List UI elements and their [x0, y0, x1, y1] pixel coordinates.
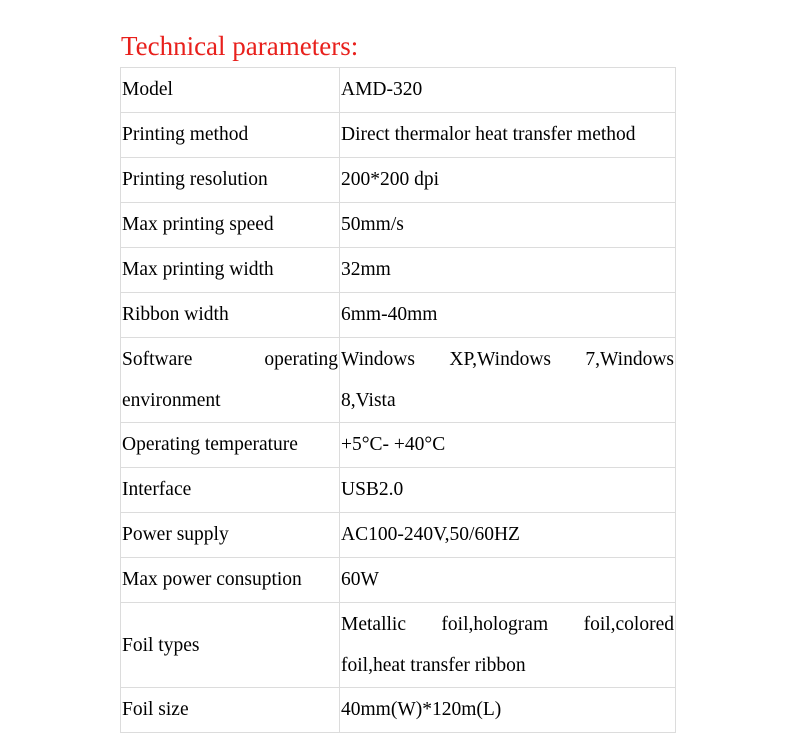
- param-value: 50mm/s: [340, 203, 676, 248]
- param-value: AC100-240V,50/60HZ: [340, 513, 676, 558]
- param-name: Foil size: [121, 688, 340, 733]
- param-value: AMD-320: [340, 68, 676, 113]
- table-row: [121, 158, 676, 203]
- table-row: [121, 423, 676, 468]
- param-value: Windows XP,Windows 7,Windows 8,Vista: [340, 338, 676, 423]
- table-row: [121, 513, 676, 558]
- table-row: [121, 293, 676, 338]
- param-name: Max printing speed: [121, 203, 340, 248]
- technical-parameters-table: [120, 67, 676, 733]
- param-value: 40mm(W)*120m(L): [340, 688, 676, 733]
- table-row: [121, 68, 676, 113]
- table-row: [121, 113, 676, 158]
- param-name: Printing resolution: [121, 158, 340, 203]
- table-row: [121, 338, 676, 423]
- table-row: [121, 603, 676, 688]
- param-value: 200*200 dpi: [340, 158, 676, 203]
- param-name: Model: [121, 68, 340, 113]
- param-value: 6mm-40mm: [340, 293, 676, 338]
- param-value: Metallic foil,hologram foil,colored foil,heat transfer ribbon: [340, 603, 676, 688]
- table-row: [121, 558, 676, 603]
- param-name: Operating temperature: [121, 423, 340, 468]
- param-name: Max printing width: [121, 248, 340, 293]
- param-name: Max power consuption: [121, 558, 340, 603]
- table-row: [121, 203, 676, 248]
- param-name: Software operating environment: [121, 338, 340, 423]
- table-row: [121, 468, 676, 513]
- param-name: Power supply: [121, 513, 340, 558]
- page-title: Technical parameters:: [121, 31, 359, 61]
- param-name: Interface: [121, 468, 340, 513]
- table-row: [121, 248, 676, 293]
- param-value: 32mm: [340, 248, 676, 293]
- param-value: +5°C- +40°C: [340, 423, 676, 468]
- table-row: [121, 688, 676, 733]
- param-value: Direct thermalor heat transfer method: [340, 113, 676, 158]
- param-value: 60W: [340, 558, 676, 603]
- param-name: Ribbon width: [121, 293, 340, 338]
- param-name: Printing method: [121, 113, 340, 158]
- param-value: USB2.0: [340, 468, 676, 513]
- param-name: Foil types: [121, 603, 340, 688]
